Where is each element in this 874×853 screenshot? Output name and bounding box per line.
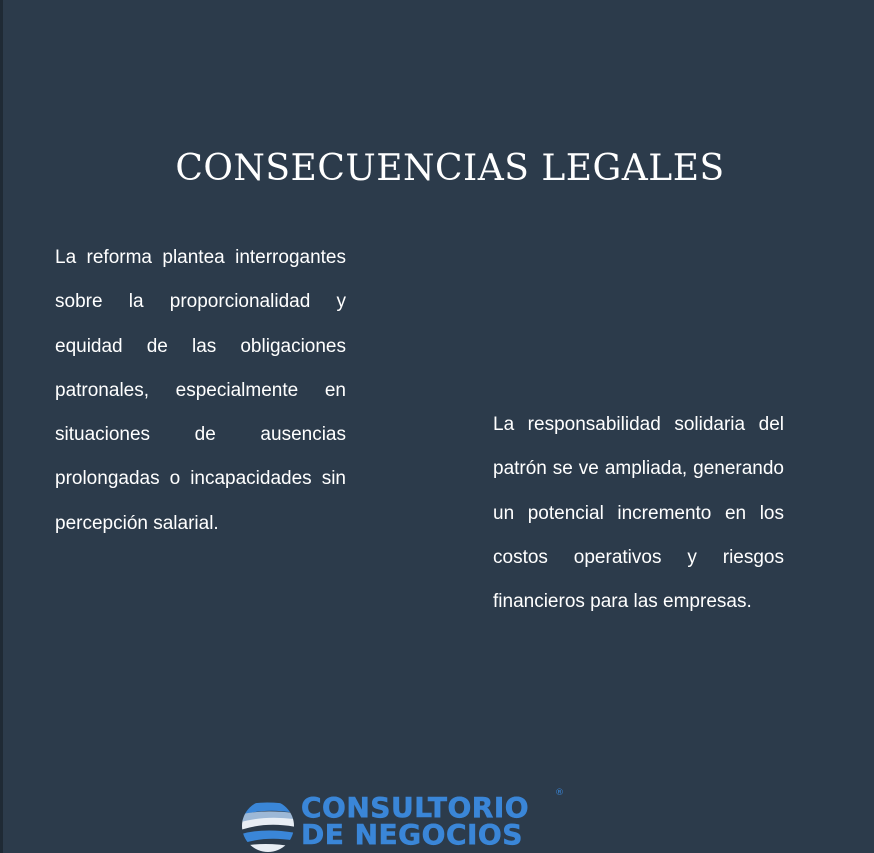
company-logo: [239, 788, 569, 853]
registered-mark: ®: [555, 788, 564, 798]
logo-line-2: DE NEGOCIOS: [301, 818, 523, 851]
logo-wordmark: [301, 791, 530, 851]
globe-icon: [239, 794, 297, 853]
page-title: CONSECUENCIAS LEGALES: [175, 148, 725, 189]
logo-line-1: CONSULTORIO: [301, 791, 530, 824]
paragraph-right: La responsabilidad solidaria del patrón se ve ampliada, generando un potencial incremento en los costos operativos y riesgos financieros para las empresas.: [493, 414, 784, 613]
paragraph-left: La reforma plantea interrogantes sobre la proporcionalidad y equidad de las obligaciones patronales, especialmente en situaciones de ausencias prolongadas o incapacidades sin percepción salarial.: [55, 247, 346, 534]
